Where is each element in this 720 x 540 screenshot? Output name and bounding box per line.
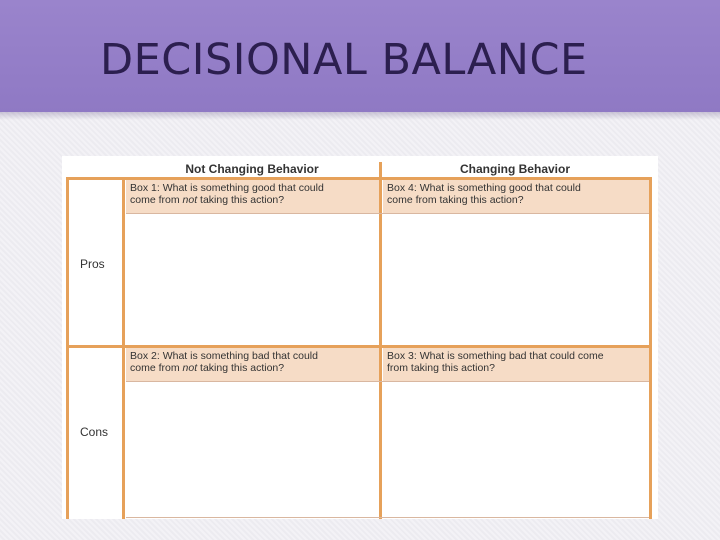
box-1-line1: What is something good that could [162,182,324,194]
grid-line-right [649,177,652,519]
grid-line-left [66,177,69,519]
box-1-emphasis: not [182,194,198,206]
box-1-line2a: come from [130,194,183,206]
box-row1-underline [126,213,649,214]
row-label-cons: Cons [80,425,109,439]
box-2-question [126,348,379,381]
box-2-emphasis: not [182,362,198,374]
box-3-question [383,348,649,381]
box-3-label: Box 3: [387,350,417,362]
box-4-question [383,180,649,213]
grid-line-rowlabel [122,177,125,519]
slide-title: DECISIONAL BALANCE [100,35,588,85]
box-2-line2b: taking this action? [197,362,285,374]
box-3-line2: from taking this action? [387,362,495,374]
box-2-line1: What is something bad that could [162,350,318,362]
header-not-changing: Not Changing Behavior [185,162,319,176]
box-3-line1: What is something bad that could come [419,350,604,362]
box-1-label: Box 1: [130,182,160,194]
box-row2-underline [126,381,649,382]
box-4-label: Box 4: [387,182,417,194]
box-2-label: Box 2: [130,350,160,362]
header-changing: Changing Behavior [459,162,570,176]
box-4-line2: come from taking this action? [387,194,524,206]
grid-line-center [379,162,382,519]
box-1-line2b: taking this action? [197,194,285,206]
box-1-question [126,180,379,213]
box-2-line2a: come from [130,362,183,374]
bottom-border [126,517,649,518]
decisional-balance-table [62,156,658,519]
row-label-pros: Pros [80,257,105,271]
box-4-line1: What is something good that could [419,182,581,194]
